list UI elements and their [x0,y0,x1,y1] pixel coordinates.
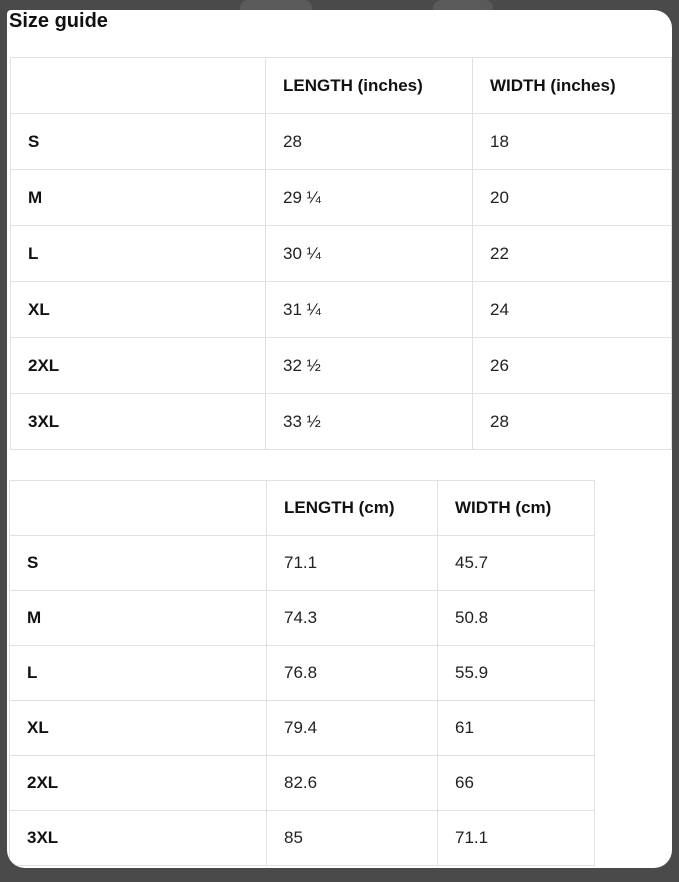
size-label-cell: 2XL [10,756,267,811]
width-cell: 55.9 [438,646,595,701]
size-label-cell: 3XL [10,811,267,866]
table-row [11,114,672,170]
width-cell: 24 [473,282,672,338]
width-cm-column-header: WIDTH (cm) [438,481,595,536]
length-cell: 33 ½ [266,394,473,450]
background-tab [240,0,312,10]
width-cell: 66 [438,756,595,811]
background-tab [433,0,493,10]
length-cell: 79.4 [267,701,438,756]
size-label-cell: M [10,591,267,646]
size-label-cell: L [10,646,267,701]
length-cell: 29 ¼ [266,170,473,226]
width-cell: 26 [473,338,672,394]
width-cell: 71.1 [438,811,595,866]
table-row [11,170,672,226]
table-row [10,811,595,866]
width-cell: 50.8 [438,591,595,646]
length-cell: 85 [267,811,438,866]
length-cell: 82.6 [267,756,438,811]
size-label-cell: M [11,170,266,226]
length-cell: 74.3 [267,591,438,646]
length-cm-column-header: LENGTH (cm) [267,481,438,536]
width-cell: 45.7 [438,536,595,591]
size-table-inches [10,57,672,450]
length-cell: 28 [266,114,473,170]
table-row [11,394,672,450]
table-row [11,282,672,338]
width-cell: 61 [438,701,595,756]
size-label-cell: XL [11,282,266,338]
page-title: Size guide [9,10,108,32]
size-label-cell: 3XL [11,394,266,450]
length-cell: 76.8 [267,646,438,701]
size-column-header [11,58,266,114]
width-cell: 18 [473,114,672,170]
length-cell: 71.1 [267,536,438,591]
table-row [10,591,595,646]
table-header-row [10,481,595,536]
table-header-row [11,58,672,114]
width-cell: 20 [473,170,672,226]
size-label-cell: 2XL [11,338,266,394]
table-row [11,226,672,282]
length-cell: 32 ½ [266,338,473,394]
size-table-cm [9,480,595,866]
table-row [10,756,595,811]
size-label-cell: S [10,536,267,591]
size-column-header [10,481,267,536]
size-label-cell: S [11,114,266,170]
length-cell: 30 ¼ [266,226,473,282]
size-label-cell: XL [10,701,267,756]
table-row [10,646,595,701]
table-row [10,536,595,591]
table-row [10,701,595,756]
length-inches-column-header: LENGTH (inches) [266,58,473,114]
table-row [11,338,672,394]
width-inches-column-header: WIDTH (inches) [473,58,672,114]
length-cell: 31 ¼ [266,282,473,338]
width-cell: 28 [473,394,672,450]
size-label-cell: L [11,226,266,282]
width-cell: 22 [473,226,672,282]
size-guide-modal [7,10,672,868]
